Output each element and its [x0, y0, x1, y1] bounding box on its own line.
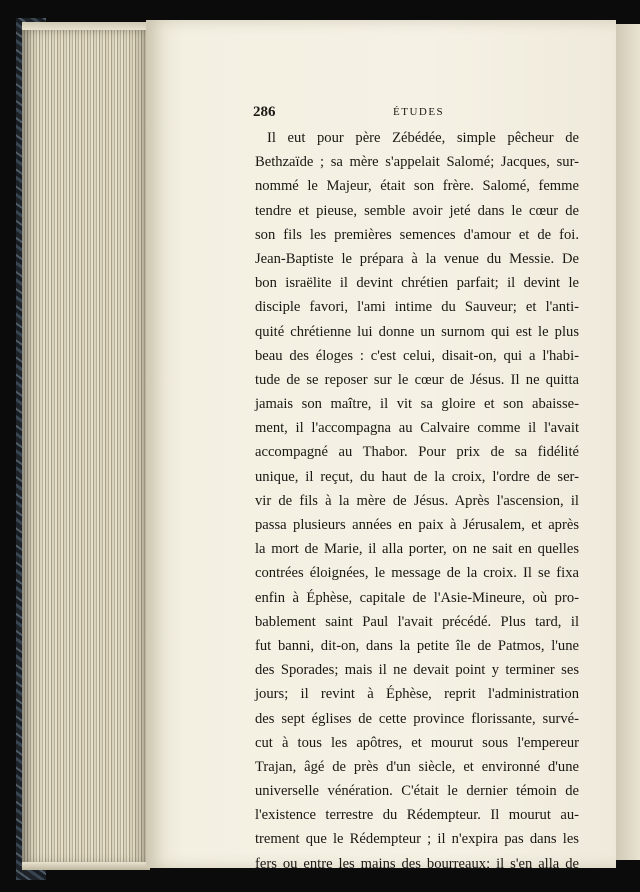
- text-line: tude de se reposer sur le cœur de Jésus. Il ne quitta: [255, 371, 579, 388]
- text-line: des Sporades; mais il ne devait point y terminer ses: [255, 662, 579, 679]
- text-line: Jean-Baptiste le prépara à la venue du Messie. De: [255, 250, 579, 267]
- text-line: son fils les premières semences d'amour et de foi.: [255, 226, 579, 243]
- text-line: trement que le Rédempteur ; il n'expira pas dans les: [255, 831, 579, 848]
- text-line: Trajan, âgé de près d'un siècle, et environné d'une: [255, 758, 579, 775]
- text-line: accompagné au Thabor. Pour prix de sa fidélité: [255, 444, 579, 461]
- text-line: jamais son maître, il vit sa gloire et son abaisse-: [255, 396, 579, 413]
- text-line: vir de fils à la mère de Jésus. Après l'ascension, il: [255, 492, 579, 509]
- running-head: [253, 104, 579, 122]
- text-line: passa plusieurs années en paix à Jérusalem, et après: [255, 517, 579, 533]
- text-line: beau des éloges : c'est celui, disait-on, qui a l'habi-: [255, 347, 579, 364]
- text-line: Bethzaïde ; sa mère s'appelait Salomé; Jacques, sur-: [255, 154, 579, 171]
- text-line: bablement saint Paul l'avait précédé. Plus tard, il: [255, 613, 579, 630]
- text-line: des sept églises de cette province florissante, survé-: [255, 710, 579, 727]
- page-stack-top: [22, 22, 150, 30]
- text-line: fut banni, dit-on, dans la petite île de Patmos, l'une: [255, 637, 579, 654]
- text-line: bon israëlite il devint chrétien parfait; il devint le: [255, 275, 579, 292]
- text-line: l'existence terrestre du Rédempteur. Il mourut au-: [255, 807, 579, 824]
- text-line: la mort de Marie, il alla porter, on ne sait en quelles: [255, 541, 579, 558]
- running-title: ÉTUDES: [393, 106, 445, 118]
- text-line: ment, il l'accompagna au Calvaire comme il l'avait: [255, 420, 579, 437]
- text-line: quité chrétienne lui donne un surnom qui est le plus: [255, 323, 579, 340]
- text-line: unique, il reçut, du haut de la croix, l'ordre de ser-: [255, 468, 579, 485]
- text-line: enfin à Éphèse, capitale de l'Asie-Mineure, où pro-: [255, 589, 579, 606]
- text-line: contrées éloignées, le message de la croix. Il se fixa: [255, 565, 579, 582]
- text-line: jours; il revint à Éphèse, reprit l'administration: [255, 686, 579, 703]
- text-line: nommé le Majeur, était son frère. Salomé, femme: [255, 178, 579, 195]
- body-text: [255, 126, 579, 876]
- text-line: fers ou entre les mains des bourreaux; il s'en alla de: [255, 855, 579, 872]
- text-line: disciple favori, l'ami intime du Sauveur; et l'anti-: [255, 299, 579, 316]
- text-line: Il eut pour père Zébédée, simple pêcheur de: [267, 130, 579, 146]
- text-line: tendre et pieuse, semble avoir jeté dans le cœur de: [255, 202, 579, 219]
- page-stack-bottom: [22, 862, 150, 870]
- page-number: 286: [253, 104, 276, 120]
- page-edges: [22, 26, 150, 868]
- text-line: cut à tous les apôtres, et mourut sous l'empereur: [255, 734, 579, 751]
- facing-page-edge: [616, 24, 640, 860]
- text-line: universelle vénération. C'était le dernier témoin de: [255, 783, 579, 800]
